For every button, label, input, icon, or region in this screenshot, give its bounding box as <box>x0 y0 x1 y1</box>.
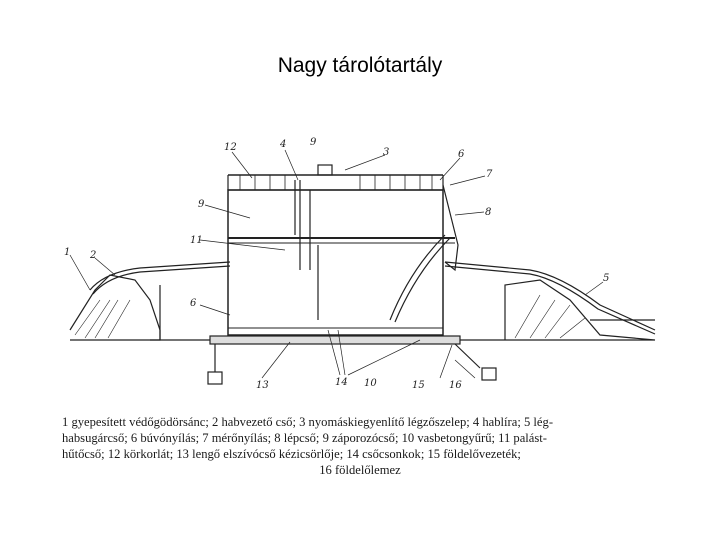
callout-9-left: 9 <box>198 199 205 210</box>
tank-body <box>210 165 460 344</box>
callout-14: 14 <box>335 377 348 388</box>
callout-13: 13 <box>256 380 269 391</box>
callout-6-left: 6 <box>190 298 197 309</box>
callout-9-top: 9 <box>310 137 317 148</box>
callout-2: 2 <box>90 250 97 261</box>
storage-tank-diagram <box>0 120 720 410</box>
legend-line-1: 1 gyepesített védőgödörsánc; 2 habvezető cső; 3 nyomáskiegyenlítő légzőszelep; 4 hablíra; 5 lég- <box>62 415 554 429</box>
page-title: Nagy tárolótartály <box>277 54 443 77</box>
callout-8: 8 <box>485 207 492 218</box>
callout-11: 11 <box>190 235 203 246</box>
foam-pipe <box>90 262 655 334</box>
callout-6-top: 6 <box>458 149 465 160</box>
legend-line-2: habsugárcső; 6 búvónyílás; 7 mérőnyílás; 8 lépcső; 9 záporozócső; 10 vasbetongyűrű; 11 palást- <box>62 431 547 445</box>
embankment-left <box>70 275 230 340</box>
callout-12: 12 <box>224 142 237 153</box>
callout-15: 15 <box>412 380 425 391</box>
callout-7: 7 <box>486 169 493 180</box>
embankment-right <box>440 280 655 340</box>
callout-1: 1 <box>64 247 71 258</box>
legend <box>62 414 658 478</box>
legend-line-4: 16 földelőlemez <box>319 463 401 477</box>
callout-16: 16 <box>449 380 462 391</box>
callout-10: 10 <box>364 378 377 389</box>
legend-line-3: hűtőcső; 12 körkorlát; 13 lengő elszívócső kézicsörlője; 14 csőcsonkok; 15 földelővezeték; <box>62 447 521 461</box>
callout-4: 4 <box>280 139 287 150</box>
callout-3: 3 <box>383 147 390 158</box>
grounding-plates <box>208 344 496 384</box>
callout-5: 5 <box>603 273 610 284</box>
